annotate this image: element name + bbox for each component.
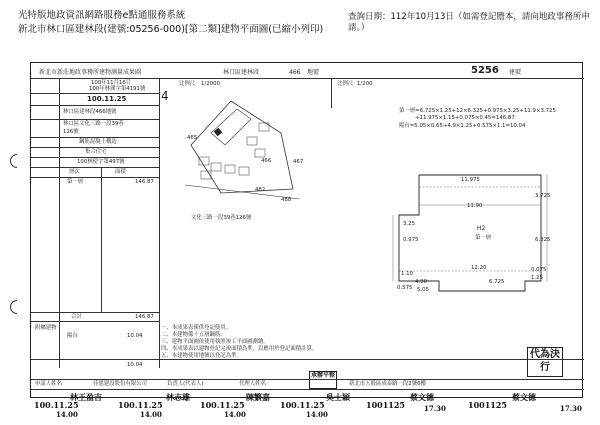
parcel-label: 466	[261, 158, 272, 164]
building-no: 5256	[471, 65, 499, 76]
divider	[31, 379, 584, 380]
annex-name: 陽台	[67, 333, 78, 339]
divider	[31, 137, 159, 138]
divider	[31, 389, 584, 390]
officer-stamp: 林志雄	[166, 392, 190, 402]
divider	[31, 105, 159, 106]
building-no-label: 建號	[509, 69, 522, 76]
dim-top: 11.975	[461, 177, 480, 183]
land-no: 466	[289, 69, 301, 76]
parcel-side-d: 488	[281, 197, 292, 203]
divider	[31, 78, 584, 79]
divider	[59, 78, 60, 368]
dim-left-w: 0.975	[403, 237, 419, 243]
dim-bottom: 6.725	[489, 279, 505, 285]
land-no-label: 地號	[307, 69, 320, 76]
note: 二、本建物係十五層鋼筋。	[161, 332, 226, 338]
divider	[159, 78, 160, 368]
apply-no: 100年林測字第4191號	[89, 86, 146, 92]
floors: 集合住宅	[85, 149, 107, 155]
divider	[31, 93, 159, 94]
district-name: 林口區建林段	[223, 69, 260, 76]
road-label: 文化三路一段39巷126號	[191, 215, 252, 221]
address: 林口區文化三路一段39巷	[63, 121, 124, 127]
officer-seal: 承辦平整	[309, 371, 337, 389]
note: 五、本建物使用地號以登記為準。	[161, 353, 242, 359]
scale-label: 比例尺	[337, 81, 354, 87]
divider	[31, 177, 159, 178]
dim-bal-d: 1.10	[401, 271, 414, 277]
area-first-floor: 第一層	[67, 179, 84, 185]
divider	[31, 119, 159, 120]
punch-hole-top	[10, 154, 24, 168]
proxy-seal: 代為決行	[527, 347, 563, 377]
dim-mid: 11.90	[467, 203, 483, 209]
applicant: 佳恩建設股份有限公司	[93, 381, 147, 387]
divider	[31, 147, 159, 148]
formula-line: 第一層=6.725×1.25+12×6.325+0.975×3.25+11.9×3.725	[399, 108, 556, 114]
page-subtitle: 新北市林口區建林段(建號:05256-000)[第二類]建物平面圖(已縮小列印)	[18, 24, 324, 35]
total-label: 合計	[71, 314, 82, 320]
annex-label: 附屬建物	[35, 325, 57, 331]
dim-right-b: 1.25	[531, 275, 544, 281]
plan-code: H2	[477, 225, 486, 232]
query-date: 查詢日期：112年10月13日（如需登記謄本，請向地政事務所申請。）	[348, 12, 590, 33]
dim-right-c: 0.075	[531, 267, 547, 273]
note: 三、建物平面圖依使用執照竣工平面圖測繪。	[161, 339, 269, 345]
time-stamp: 14.00	[56, 410, 78, 419]
location-label: 林口區建林段466地號	[63, 109, 117, 115]
permit: 100林使字第497號	[77, 159, 125, 165]
divider	[331, 78, 332, 108]
annex-value: 10.04	[127, 333, 143, 339]
applicant-label: 申請人姓名	[35, 381, 62, 387]
area-first-value: 146.87	[135, 179, 154, 185]
representative-label: 負責人(代表人)	[167, 381, 204, 387]
divider	[31, 312, 159, 313]
divider	[31, 167, 159, 168]
officer-stamp: 蔡文德	[410, 392, 434, 402]
date-stamp: 1001125	[366, 400, 405, 410]
address-no: 126號	[63, 129, 79, 135]
plan-area-label: 第一層	[475, 235, 492, 241]
annex-total: 10.04	[127, 362, 143, 368]
area-label: 面積	[115, 169, 126, 175]
scale-label: 比例尺	[179, 81, 196, 87]
page-title: 光特版地政資訊網路服務e點通服務系統	[18, 10, 186, 21]
punch-hole-bottom	[10, 300, 24, 314]
scale-small: 1/2000	[201, 81, 220, 87]
notes-list	[161, 325, 317, 360]
officer-stamp: 吳士穎	[326, 392, 350, 402]
time-stamp: 14.00	[306, 410, 328, 419]
dim-low: 12.20	[471, 265, 487, 271]
time-stamp: 17.30	[424, 404, 446, 413]
time-stamp: 17.30	[560, 404, 582, 413]
main-use: 鋼筋混凝土構造	[79, 139, 117, 145]
formula-line: +11.975×1.15+0.075×0.45=146.87	[415, 115, 515, 121]
note: 一、本成果表僅供登記使用。	[161, 325, 232, 331]
officer-stamp: 林王盈吉	[70, 392, 102, 402]
officer-stamp: 陳繁嘉	[246, 392, 270, 402]
divider	[31, 321, 159, 322]
parcel-side-c: 482	[255, 187, 266, 193]
north-marker: 4	[161, 89, 169, 103]
dim-right-h: 3.725	[535, 193, 551, 199]
date-stamp: 100.11.25	[280, 400, 325, 410]
dim-left-h: 3.25	[403, 221, 416, 227]
formula-line: 陽台=5.05×0.65+4.9×1.25+0.575×1.1=10.04	[399, 123, 526, 129]
dim-bal-b: 5.05	[417, 287, 430, 293]
agent-label: 代理人姓名	[239, 381, 266, 387]
note: 四、本成果表以建物登記完竣面積為準，以應用於登記面積計算。	[161, 346, 318, 352]
parcel-side-a: 465	[187, 135, 198, 141]
total-value: 146.87	[135, 314, 154, 320]
floor-label: 層次	[69, 169, 80, 175]
survey-sheet	[30, 62, 583, 398]
dim-bal-a: 4.90	[415, 279, 428, 285]
agent-address: 新北市五股區成泰路一段2號6樓	[349, 381, 426, 387]
date-stamp: 100.11.25	[200, 400, 245, 410]
dim-bal-c: 0.575	[397, 285, 413, 291]
divider	[101, 167, 102, 312]
location-sketch	[181, 93, 304, 203]
date-stamp: 100.11.25	[118, 400, 163, 410]
scale-value: 1/200	[357, 81, 373, 87]
time-stamp: 14.00	[140, 410, 162, 419]
divider	[31, 157, 159, 158]
apply-date: 100年11月16日	[91, 80, 132, 86]
parcel-side-b: 467	[293, 159, 304, 165]
dim-right-h2: 6.325	[535, 237, 551, 243]
officer-stamp: 蔡文德	[512, 392, 536, 402]
office-title: 新北市新莊地政事務所建物測量成果圖	[39, 69, 142, 76]
date-stamp: 100.11.25	[34, 400, 79, 410]
survey-date: 100.11.25	[87, 95, 127, 103]
time-stamp: 14.00	[224, 410, 246, 419]
date-stamp: 1001125	[468, 400, 507, 410]
